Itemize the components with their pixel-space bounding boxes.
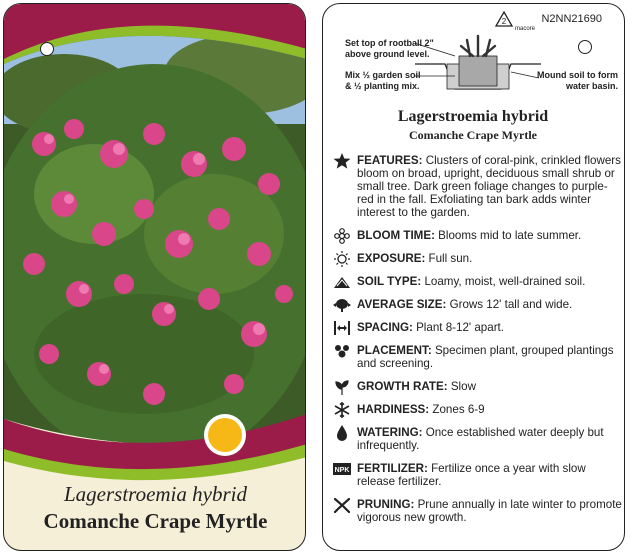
planting-diagram [415, 34, 541, 94]
common-name: Comanche Crape Myrtle [43, 509, 268, 533]
sun-icon [333, 251, 351, 267]
star-icon [333, 153, 351, 169]
care-list [333, 154, 623, 534]
hang-hole [578, 40, 592, 54]
hardiness-item: HARDINESS: Zones 6-9 [333, 403, 623, 416]
spacing-item: SPACING: Plant 8-12' apart. [333, 321, 623, 334]
back-common-name: Comanche Crape Myrtle [409, 128, 537, 142]
product-code: N2NN21690 [541, 13, 602, 25]
front-tag [3, 3, 306, 551]
note-right: Mound soil to form water basin. [537, 70, 618, 91]
flower-icon [333, 228, 351, 244]
placement-item: PLACEMENT: Specimen plant, grouped plantings and screening. [333, 344, 623, 370]
latin-name: Lagerstroemia hybrid [64, 482, 247, 506]
size-icon [333, 297, 351, 313]
back-title [323, 108, 623, 143]
soil-icon [333, 274, 351, 290]
pruning-item: PRUNING: Prune annually in late winter to promote vigorous new growth. [333, 498, 623, 524]
spacing-icon [333, 320, 351, 336]
note-left: Mix ½ garden soil & ½ planting mix. [345, 70, 421, 91]
exposure-item: EXPOSURE: Full sun. [333, 252, 623, 265]
features-item: FEATURES: Clusters of coral-pink, crinkled flowers bloom on broad, upright, deciduous small shrub or small tree. Dark green foliage changes to purple-red in the fall. Exfoliating tan bark adds winter interest to the garden. [333, 154, 623, 219]
water-drop-icon [333, 425, 351, 441]
fertilizer-item: NPK FERTILIZER: Fertilize once a year with slow release fertilizer. [334, 462, 586, 488]
bloom-time-item: BLOOM TIME: Blooms mid to late summer. [333, 229, 623, 242]
snowflake-icon [333, 402, 351, 418]
growth-icon [333, 379, 351, 395]
placement-icon [333, 343, 351, 359]
back-tag [322, 3, 625, 551]
soil-type-item: SOIL TYPE: Loamy, moist, well-drained soil. [333, 275, 623, 288]
plant-photo [4, 34, 306, 454]
recycle-badge [493, 10, 537, 37]
recycle-icon [493, 10, 537, 32]
full-sun-badge [202, 412, 248, 458]
growth-rate-item: GROWTH RATE: Slow [333, 380, 623, 393]
svg-text:macore: macore [515, 26, 536, 32]
svg-text:2: 2 [501, 17, 507, 26]
front-names [4, 482, 306, 534]
watering-item: WATERING: Once established water deeply but infrequently. [333, 426, 623, 452]
npk-icon [333, 461, 351, 477]
average-size-item: AVERAGE SIZE: Grows 12' tall and wide. [333, 298, 623, 311]
hang-hole [40, 42, 54, 56]
pruners-icon [333, 497, 351, 513]
note-top: Set top of rootball 2" above ground level. [345, 38, 434, 59]
front-wave [4, 409, 306, 489]
back-latin-name: Lagerstroemia hybrid [397, 108, 549, 125]
svg-text:NPK: NPK [334, 467, 350, 474]
